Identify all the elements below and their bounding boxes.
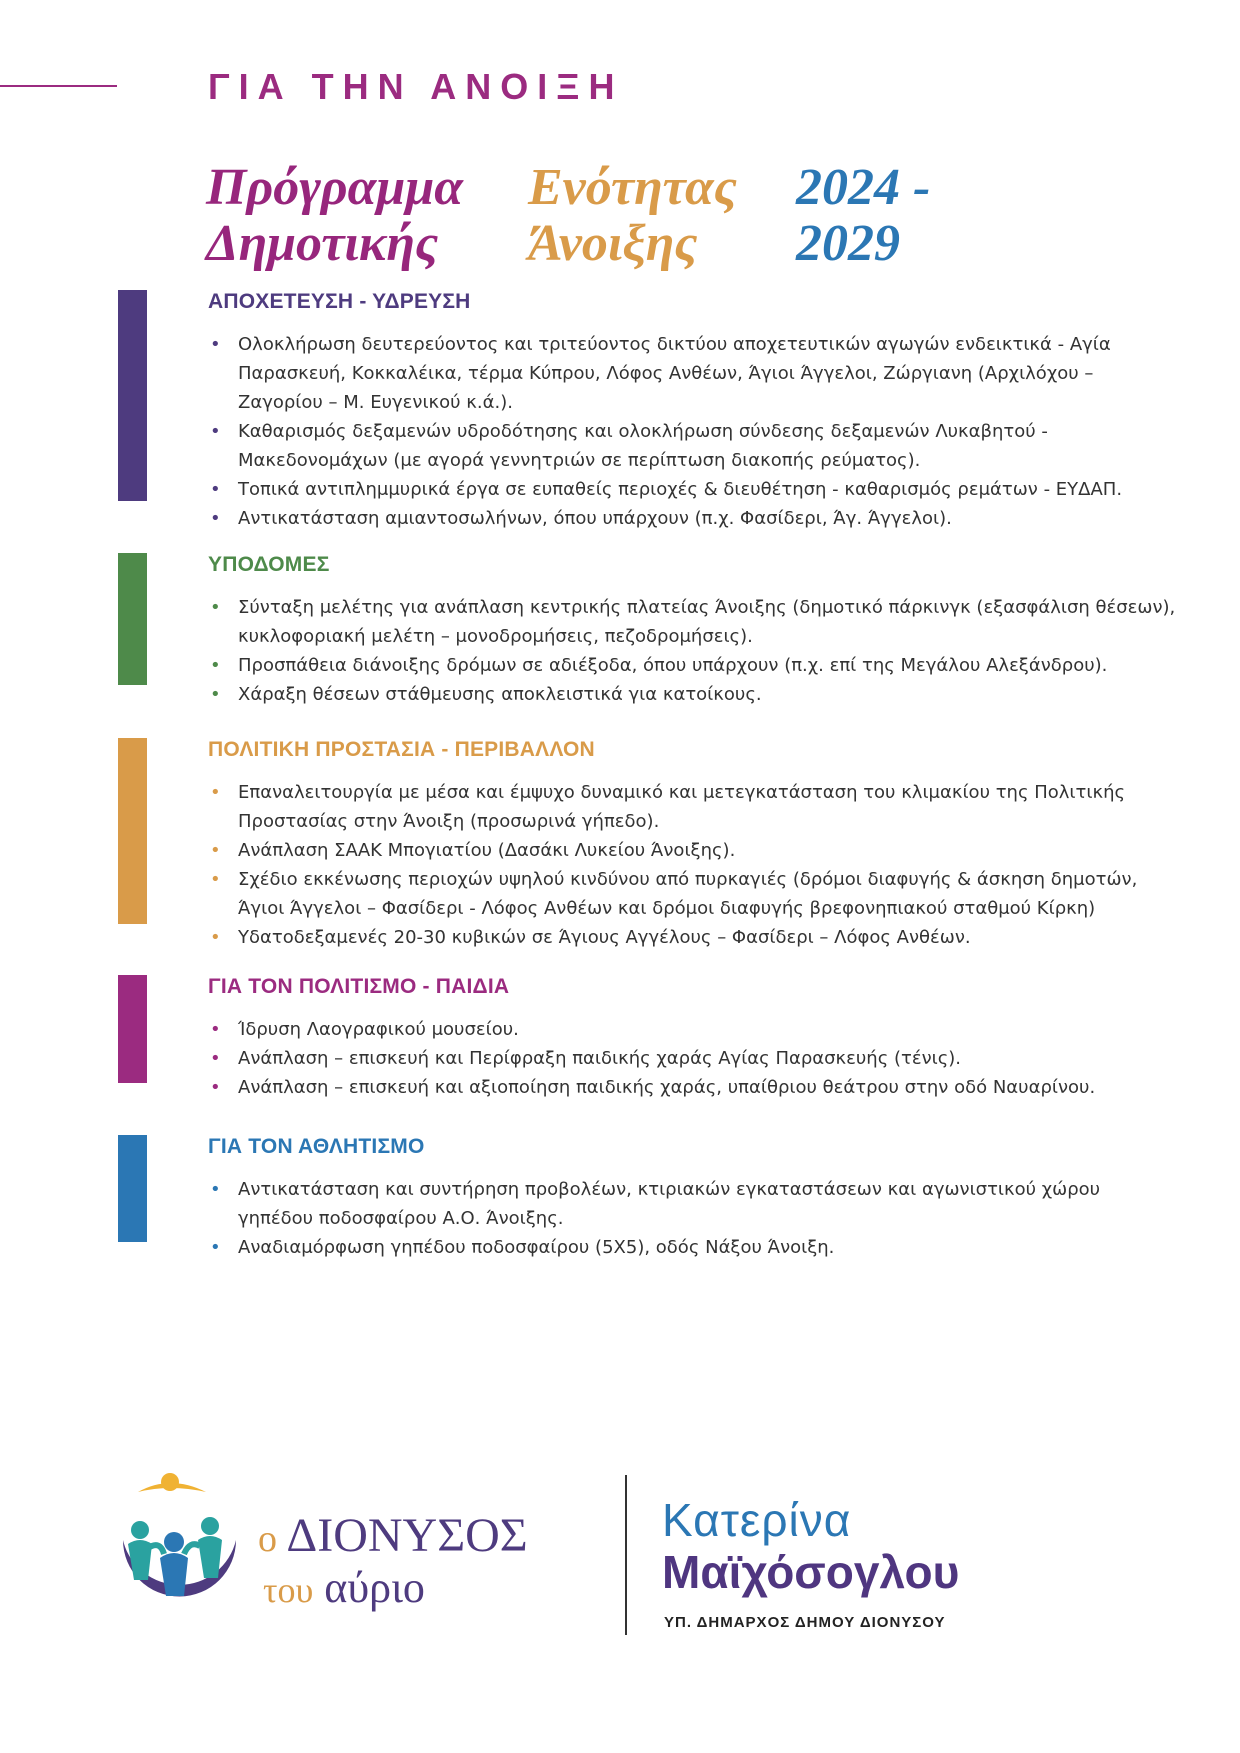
title-word: Πρόγραμμα xyxy=(206,159,464,216)
list-item: • Σχέδιο εκκένωσης περιοχών υψηλού κινδύνου από πυρκαγιές (δρόμοι διαφυγής & άσκηση δημοτών, Άγιοι Άγγελοι – Φασίδερι - Λόφος Ανθέων και δρόμοι διαφυγής βρεφονηπιακού σταθμού Κίρκη) xyxy=(210,869,1138,919)
section-title: ΓΙΑ ΤΟΝ ΑΘΛΗΤΙΣΜΟ xyxy=(208,1135,425,1158)
list-item: • Χάραξη θέσεων στάθμευσης αποκλειστικά για κατοίκους. xyxy=(210,684,762,705)
section-list xyxy=(208,1175,1178,1262)
candidate-role: ΥΠ. ΔΗΜΑΡΧΟΣ ΔΗΜΟΥ ΔΙΟΝΥΣΟΥ xyxy=(664,1614,946,1631)
section-list xyxy=(208,330,1178,533)
list-item: • Αντικατάσταση και συντήρηση προβολέων, κτιριακών εγκαταστάσεων και αγωνιστικού χώρου γηπέδου ποδοσφαίρου Α.Ο. Άνοιξης. xyxy=(210,1179,1101,1229)
list-item: • Ανάπλαση ΣΑΑΚ Μπογιατίου (Δασάκι Λυκείου Άνοιξης). xyxy=(210,840,736,861)
footer-divider xyxy=(625,1475,627,1635)
party-emblem-icon xyxy=(118,1470,268,1610)
section-list xyxy=(208,778,1178,952)
title-word: Ενότητας xyxy=(528,159,737,216)
list-item: • Τοπικά αντιπλημμυρικά έργα σε ευπαθείς περιοχές & διευθέτηση - καθαρισμός ρεμάτων - ΕΥΔΑΠ. xyxy=(210,479,1123,500)
candidate-last-name: Μαϊχόσογλου xyxy=(662,1546,960,1598)
list-item: • Καθαρισμός δεξαμενών υδροδότησης και ολοκλήρωση σύνδεσης δεξαμενών Λυκαβητού - Μακεδονομάχων (με αγορά γεννητριών σε περίπτωση διακοπής ρεύματος). xyxy=(210,421,1048,471)
party-logo xyxy=(118,1470,638,1610)
list-item: • Ανάπλαση – επισκευή και αξιοποίηση παιδικής χαράς, υπαίθριου θεάτρου στην οδό Ναυαρίνου. xyxy=(210,1077,1096,1098)
logo-line-2 xyxy=(263,1562,425,1613)
logo-word: ΔΙΟΝΥΣΟΣ xyxy=(286,1509,528,1562)
header-label: ΓΙΑ ΤΗΝ ΑΝΟΙΞΗ xyxy=(208,66,624,107)
section-color-bar xyxy=(118,553,147,685)
list-item: • Επαναλειτουργία με μέσα και έμψυχο δυναμικό και μετεγκατάσταση του κλιμακίου της Πολιτικής Προστασίας στην Άνοιξη (προσωρινά γήπεδο). xyxy=(210,782,1126,832)
program-title xyxy=(206,160,996,272)
title-year: 2024 - xyxy=(796,159,931,216)
section-title: ΓΙΑ ΤΟΝ ΠΟΛΙΤΙΣΜΟ - ΠΑΙΔΙΑ xyxy=(208,975,510,998)
section-title: ΠΟΛΙΤΙΚΗ ΠΡΟΣΤΑΣΙΑ - ΠΕΡΙΒΑΛΛΟΝ xyxy=(208,738,595,761)
list-item: • Ίδρυση Λαογραφικού μουσείου. xyxy=(210,1019,519,1040)
candidate-first-name: Κατερίνα xyxy=(662,1494,852,1546)
list-item: • Υδατοδεξαμενές 20-30 κυβικών σε Άγιους Αγγέλους – Φασίδερι – Λόφος Ανθέων. xyxy=(210,927,971,948)
section-color-bar xyxy=(118,1135,147,1242)
section-title: ΑΠΟΧΕΤΕΥΣΗ - ΥΔΡΕΥΣΗ xyxy=(208,290,471,313)
section-culture-children xyxy=(118,975,1158,1098)
logo-prefix: του xyxy=(263,1570,314,1610)
title-word: Δημοτικής xyxy=(206,215,439,272)
title-word: Άνοιξης xyxy=(528,215,698,272)
list-item: • Ανάπλαση – επισκευή και Περίφραξη παιδικής χαράς Αγίας Παρασκευής (τένις). xyxy=(210,1048,962,1069)
section-sports xyxy=(118,1135,1158,1258)
section-sewerage-water xyxy=(118,290,1158,529)
list-item: • Ολοκλήρωση δευτερεύοντος και τριτεύοντος δικτύου αποχετευτικών αγωγών ενδεικτικά - Αγία Παρασκευή, Κοκκαλέικα, τέρμα Κύπρου, Λόφος Ανθέων, Άγιοι Άγγελοι, Ζώργιανη (Αρχιλόχου – Ζαγορίου – Μ. Ευγενικού κ.ά.). xyxy=(210,334,1111,413)
section-color-bar xyxy=(118,738,147,924)
section-color-bar xyxy=(118,290,147,501)
section-color-bar xyxy=(118,975,147,1083)
section-list xyxy=(208,1015,1178,1102)
section-civil-protection xyxy=(118,738,1158,948)
list-item: • Αναδιαμόρφωση γηπέδου ποδοσφαίρου (5Χ5), οδός Νάξου Άνοιξη. xyxy=(210,1237,835,1258)
logo-word: αύριο xyxy=(324,1563,425,1612)
title-year: 2029 xyxy=(796,215,900,272)
logo-line-1 xyxy=(258,1508,528,1563)
logo-prefix: ο xyxy=(258,1518,277,1560)
list-item: • Σύνταξη μελέτης για ανάπλαση κεντρικής πλατείας Άνοιξης (δημοτικό πάρκινγκ (εξασφάλιση θέσεων), κυκλοφοριακή μελέτη – μονοδρομήσεις, πεζοδρομήσεις). xyxy=(210,597,1176,647)
section-title: ΥΠΟΔΟΜΕΣ xyxy=(208,553,330,576)
top-rule xyxy=(0,85,117,87)
list-item: • Αντικατάσταση αμιαντοσωλήνων, όπου υπάρχουν (π.χ. Φασίδερι, Άγ. Άγγελοι). xyxy=(210,508,952,529)
list-item: • Προσπάθεια διάνοιξης δρόμων σε αδιέξοδα, όπου υπάρχουν (π.χ. επί της Μεγάλου Αλεξάνδρου). xyxy=(210,655,1108,676)
section-infrastructure xyxy=(118,553,1176,705)
section-list xyxy=(208,593,1178,709)
